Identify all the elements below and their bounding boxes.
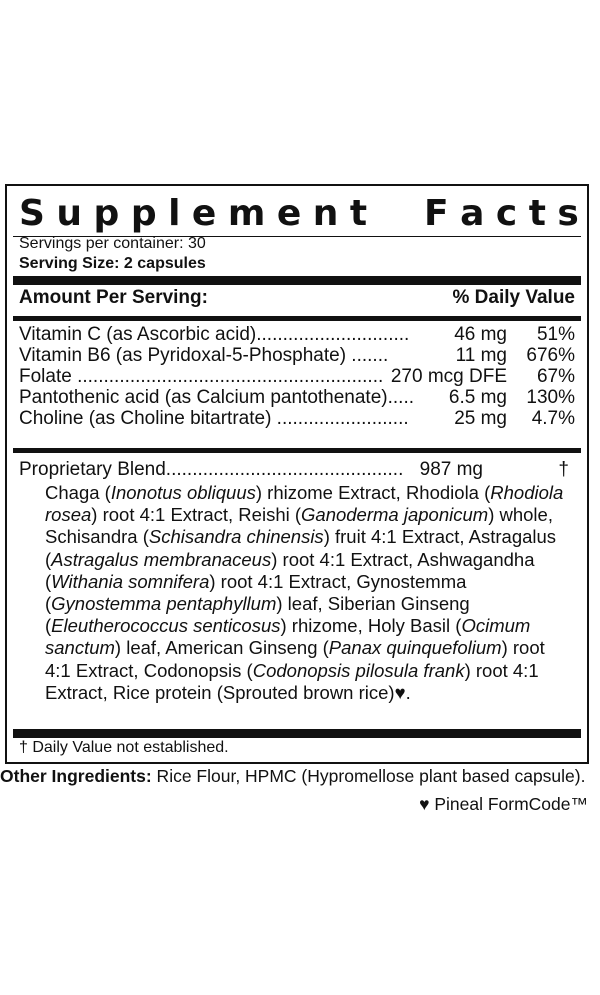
nutrient-row: [19, 408, 575, 429]
panel-title: [19, 194, 579, 234]
nutrient-list: [19, 324, 575, 429]
latin-name: Ganoderma japonicum: [301, 504, 489, 526]
ingredient-text: ) root 4:1 Extract, Codonopsis (: [45, 637, 545, 681]
dv-footnote: † Daily Value not established.: [19, 739, 229, 756]
nutrient-dv: 51%: [536, 324, 575, 345]
ingredient-text: ) leaf, American Ginseng (: [114, 637, 329, 659]
nutrient-amount: 46 mg: [454, 324, 507, 345]
title-letter: s: [557, 193, 579, 234]
title-letter: c: [495, 193, 518, 234]
latin-name: Gynostemma pentaphyllum: [51, 593, 277, 615]
amount-per-serving-label: Amount Per Serving:: [19, 287, 208, 308]
ingredient-text: ) root 4:1 Extract, Ashwagandha (: [45, 548, 535, 592]
other-ingredients-text: Rice Flour, HPMC (Hypromellose plant based capsule).: [151, 766, 586, 786]
title-letter: l: [168, 193, 181, 234]
blend-amount: 987 mg: [419, 459, 483, 480]
title-letter: p: [130, 193, 157, 234]
title-letter: F: [424, 193, 449, 234]
nutrient-dv: 130%: [526, 387, 575, 408]
nutrient-name: Choline (as Choline bitartrate) .........................: [19, 408, 409, 429]
latin-name: Inonotus obliquus: [110, 482, 256, 503]
ingredient-text: ) root 4:1 Extract, Reishi (: [91, 504, 302, 526]
nutrient-amount: 25 mg: [454, 408, 507, 429]
blend-ingredients: [45, 482, 567, 704]
blend-row: [19, 458, 575, 482]
ingredient-text: ) root 4:1 Extract, Rice protein (Sprouted brown rice)♥.: [45, 659, 539, 703]
title-letter: t: [528, 193, 546, 234]
nutrient-name: Vitamin B6 (as Pyridoxal-5-Phosphate) .......: [19, 345, 389, 366]
ingredient-text: ) rhizome, Holy Basil (: [280, 615, 462, 637]
other-ingredients-label: Other Ingredients:: [0, 766, 152, 786]
ingredient-text: ) leaf, Siberian Ginseng (: [45, 593, 470, 637]
ingredient-text: Chaga (: [45, 482, 111, 503]
supplement-facts-panel: [5, 184, 589, 764]
latin-name: Withania somnifera: [51, 570, 210, 592]
latin-name: Rhodiola rosea: [45, 482, 564, 526]
title-letter: e: [276, 193, 302, 234]
nutrient-dv: 4.7%: [531, 408, 575, 429]
latin-name: Ocimum sanctum: [45, 615, 531, 659]
daily-value-label: % Daily Value: [452, 287, 575, 308]
title-letter: p: [93, 193, 120, 234]
nutrient-row: [19, 345, 575, 366]
title-letter: u: [56, 193, 83, 234]
title-letter: t: [349, 193, 368, 234]
ingredient-text: ) fruit 4:1 Extract, Astragalus (: [45, 526, 557, 570]
nutrient-dv: 676%: [526, 345, 575, 366]
nutrient-row: [19, 366, 575, 387]
other-ingredients: [0, 766, 600, 787]
latin-name: Panax quinquefolium: [328, 637, 502, 659]
nutrient-row: [19, 324, 575, 345]
formcode-note: ♥ Pineal FormCode™: [419, 794, 588, 814]
thick-rule-bottom: [13, 729, 581, 738]
title-letter: e: [191, 193, 217, 234]
thick-rule-top: [13, 276, 581, 285]
serving-size: Serving Size: 2 capsules: [19, 255, 206, 272]
title-letter: n: [312, 193, 339, 234]
ingredient-text: ) rhizome Extract, Rhodiola (: [255, 482, 491, 503]
nutrient-name: Vitamin C (as Ascorbic acid).............................: [19, 324, 410, 345]
nutrient-row: [19, 387, 575, 408]
column-header: [19, 287, 575, 309]
rule-under-header: [13, 316, 581, 321]
latin-name: Codonopsis pilosula frank: [252, 659, 465, 681]
ingredient-text: ) root 4:1 Extract, Gynostemma (: [45, 570, 467, 615]
rule-above-blend: [13, 448, 581, 453]
latin-name: Schisandra chinensis: [148, 526, 324, 548]
nutrient-amount: 6.5 mg: [448, 387, 507, 408]
ingredient-text: ) whole, Schisandra (: [45, 504, 553, 548]
nutrient-dv: 67%: [536, 366, 575, 387]
title-letter: m: [227, 193, 266, 234]
latin-name: Eleutherococcus senticosus: [51, 615, 281, 637]
nutrient-amount: 270 mcg DFE: [390, 366, 507, 387]
nutrient-amount: 11 mg: [455, 345, 507, 366]
nutrient-name: Pantothenic acid (as Calcium pantothenate).....: [19, 387, 415, 408]
servings-per-container: Servings per container: 30: [19, 235, 206, 252]
blend-name: Proprietary Blend.............................................: [19, 459, 404, 480]
blend-dv: †: [558, 459, 569, 480]
title-letter: a: [460, 193, 485, 234]
servings-info: [19, 234, 206, 274]
title-letter: S: [19, 193, 45, 234]
latin-name: Astragalus membranaceus: [51, 548, 272, 570]
nutrient-name: Folate ..........................................................: [19, 366, 384, 387]
